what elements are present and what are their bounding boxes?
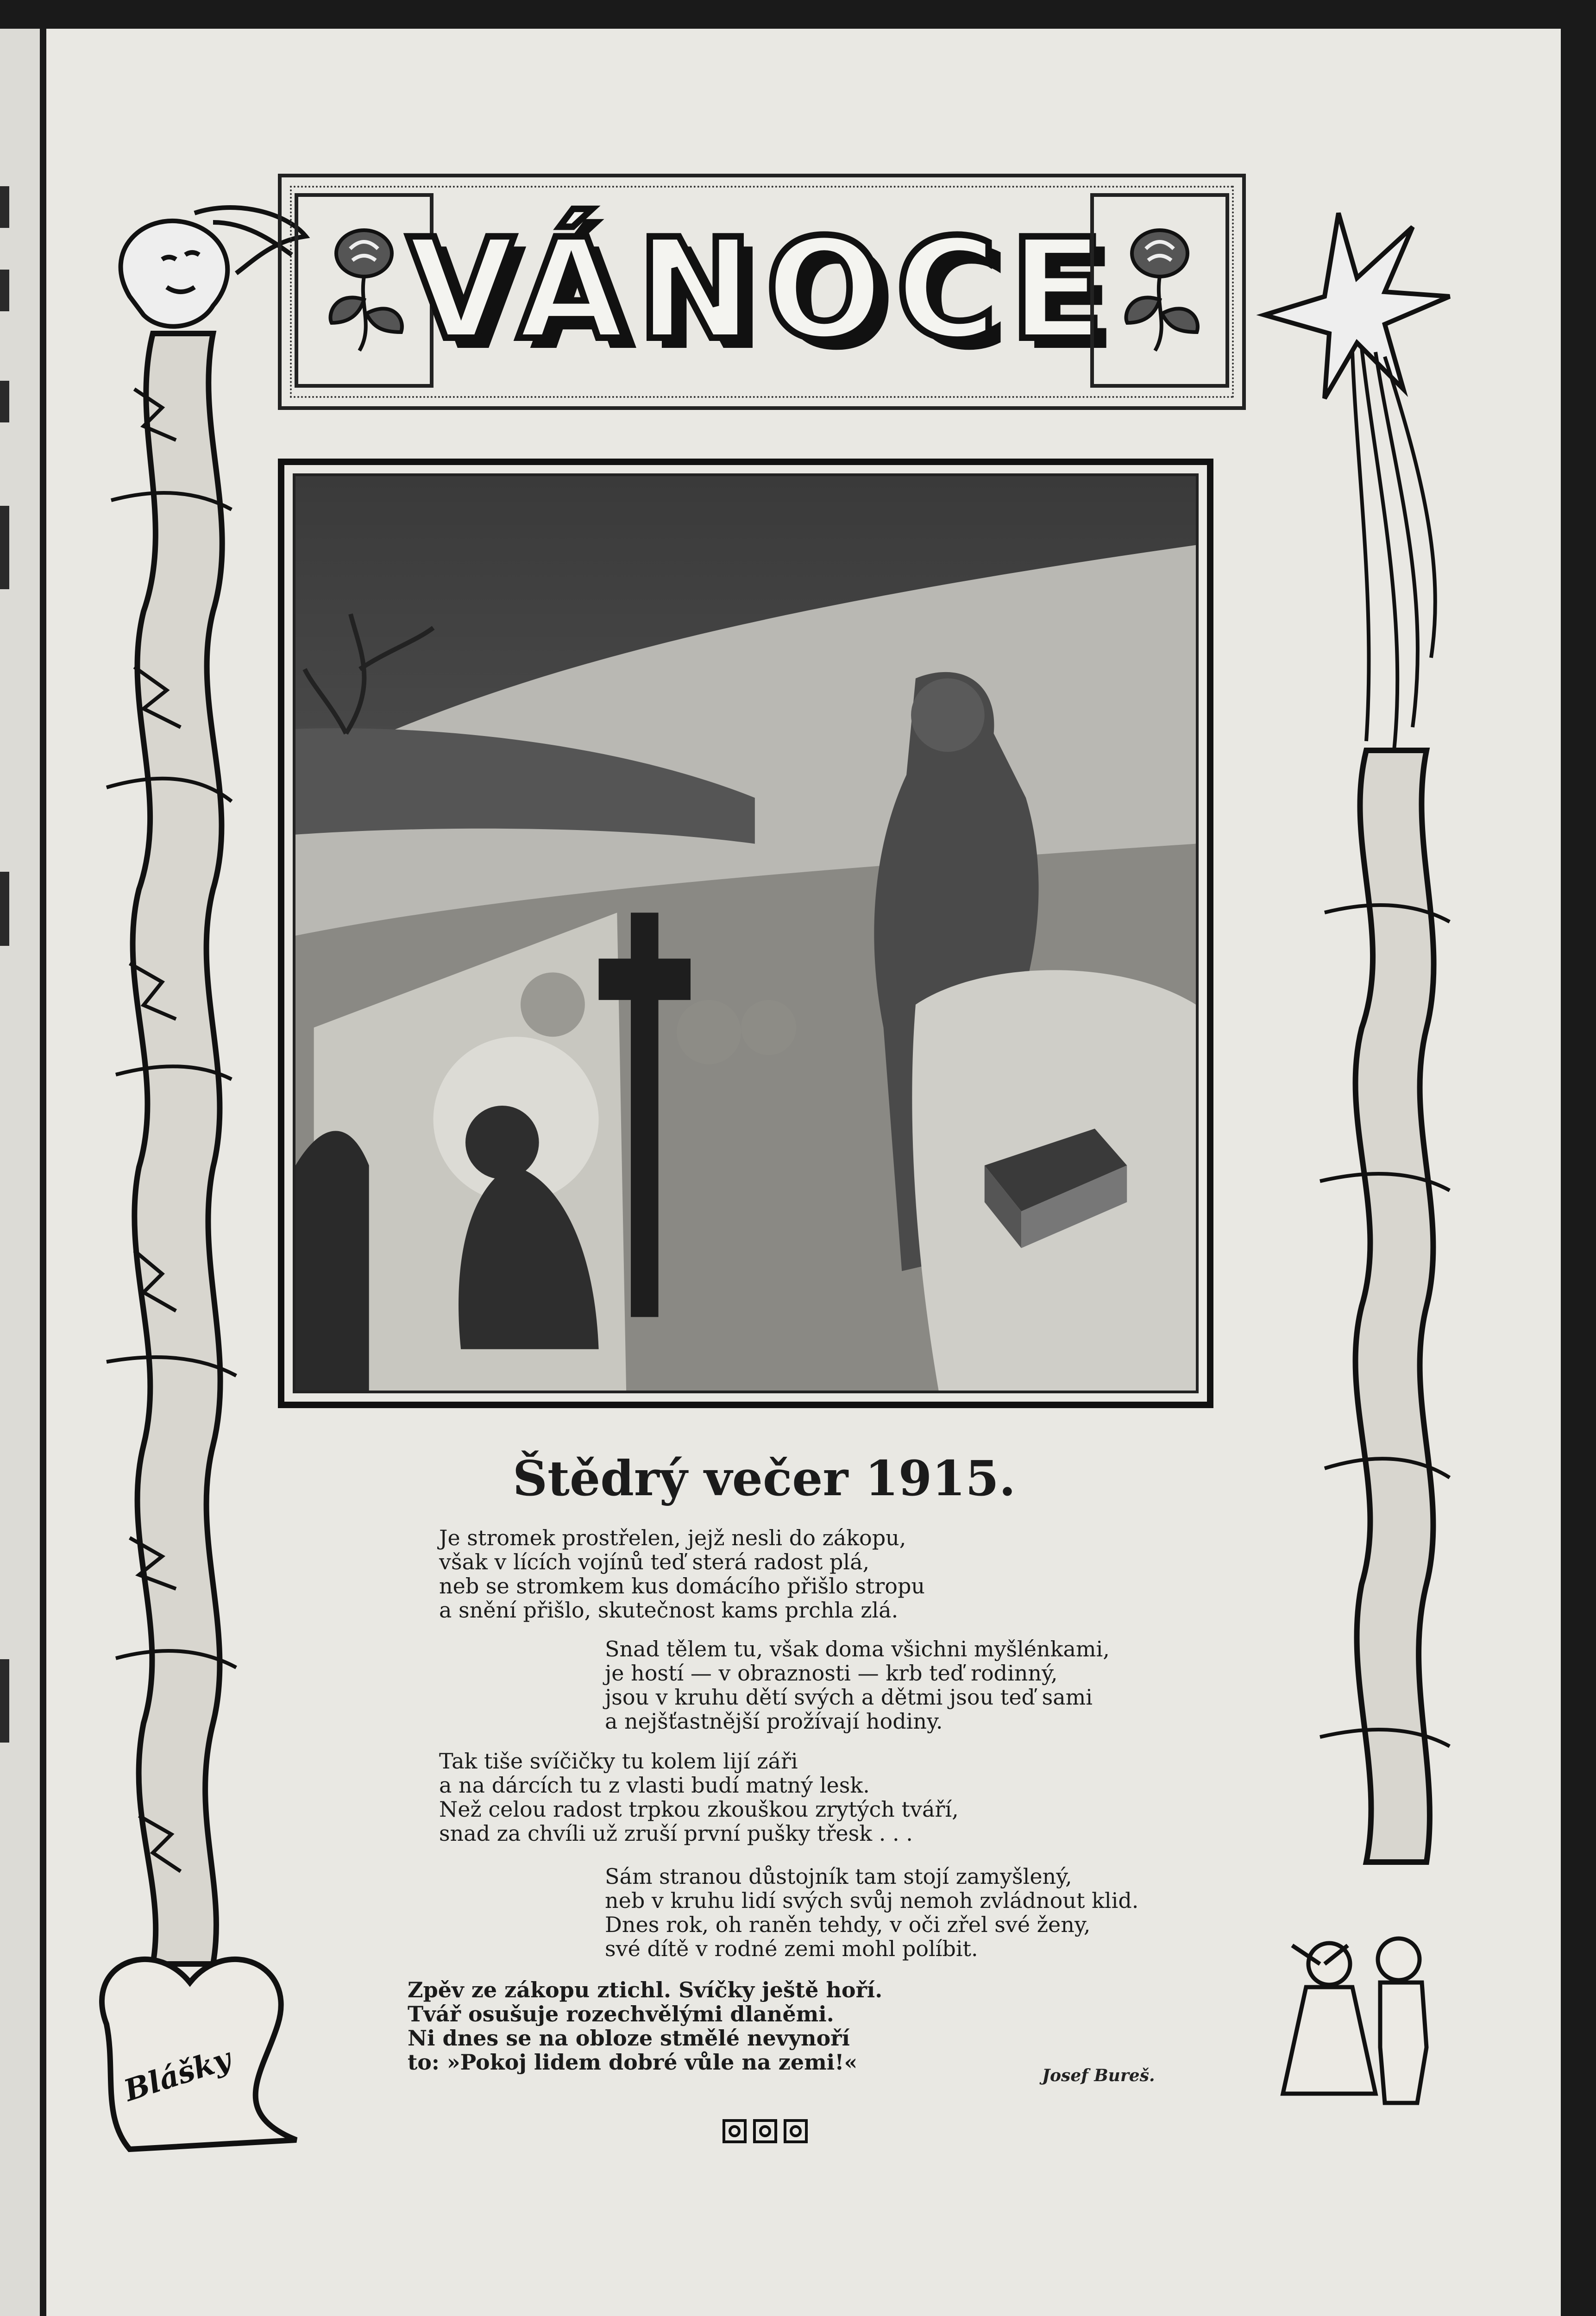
illustration-inner-frame [293, 473, 1199, 1393]
poem-line: Tvář osušuje rozechvělými dlaněmi. [408, 2001, 834, 2026]
rose-icon [1113, 221, 1206, 360]
square-ornament-icon [723, 2119, 747, 2143]
poem-line: však v lících vojínů teď sterá radost plá, [439, 1549, 870, 1574]
square-ornament-icon [753, 2119, 777, 2143]
square-ornament-icon [784, 2119, 808, 2143]
poem-line: jsou v kruhu dětí svých a dětmi jsou teď sami [605, 1685, 1093, 1710]
star-icon [1264, 213, 1450, 398]
poem-line: neb v kruhu lidí svých svůj nemoh zvládnout klid. [605, 1888, 1139, 1913]
poem-line: to: »Pokoj lidem dobré vůle na zemi!« [408, 2050, 858, 2075]
children-figures-icon [1283, 1938, 1426, 2103]
poem-stanza-5 [408, 1978, 882, 2074]
heart-signature: Blášky [119, 2041, 235, 2108]
poem-line: a nejšťastnější prožívají hodiny. [605, 1709, 943, 1734]
poem-line: Dnes rok, oh raněn tehdy, v oči zřel své ženy, [605, 1912, 1091, 1937]
poem-line: a snění přišlo, skutečnost kams prchla zlá. [439, 1598, 899, 1623]
poem-line: Ni dnes se na obloze stmělé nevynoří [408, 2026, 850, 2051]
poem-title: Štědrý večer 1915. [512, 1450, 1016, 1507]
comet-tail-icon [1352, 347, 1435, 750]
poem-line: své dítě v rodné zemi mohl políbit. [605, 1936, 978, 1961]
bottom-ornaments [723, 2119, 808, 2143]
right-garland-column [1246, 195, 1505, 2140]
trench-illustration [278, 459, 1213, 1408]
poem-line: Je stromek prostřelen, jejž nesli do zákopu, [439, 1525, 906, 1550]
poem-author: Josef Bureš. [1042, 2066, 1155, 2085]
poem-line: Sám stranou důstojník tam stojí zamyšlený, [605, 1864, 1072, 1889]
rose-icon [318, 221, 410, 360]
page-title: VÁNOCE [407, 208, 1117, 371]
poem-line: neb se stromkem kus domácího přišlo stropu [439, 1573, 925, 1599]
adjacent-page-edge [0, 29, 40, 2316]
poem-line: a na dárcích tu z vlasti budí matný lesk. [439, 1773, 870, 1798]
poem-stanza-3 [439, 1749, 959, 1845]
poem-line: Tak tiše svíčičky tu kolem lijí záři [439, 1749, 798, 1774]
trench-scene-image [295, 476, 1196, 1391]
poem-stanza-2 [605, 1637, 1110, 1733]
header-banner [278, 174, 1246, 410]
rose-ornament-right [1090, 193, 1229, 388]
poem-line: snad za chvíli už zruší první pušky třesk . . . [439, 1821, 913, 1846]
poem-line: Zpěv ze zákopu ztichl. Svíčky ještě hoří. [408, 1977, 883, 2002]
poem-stanza-4 [605, 1864, 1138, 1961]
poem-line: je hostí — v obraznosti — krb teď rodinný, [605, 1661, 1058, 1686]
poem-line: Než celou radost trpkou zkouškou zrytých tváří, [439, 1797, 959, 1822]
poem-stanza-1 [439, 1526, 925, 1622]
poem-line: Snad tělem tu, však doma všichni myšlénkami, [605, 1636, 1110, 1661]
